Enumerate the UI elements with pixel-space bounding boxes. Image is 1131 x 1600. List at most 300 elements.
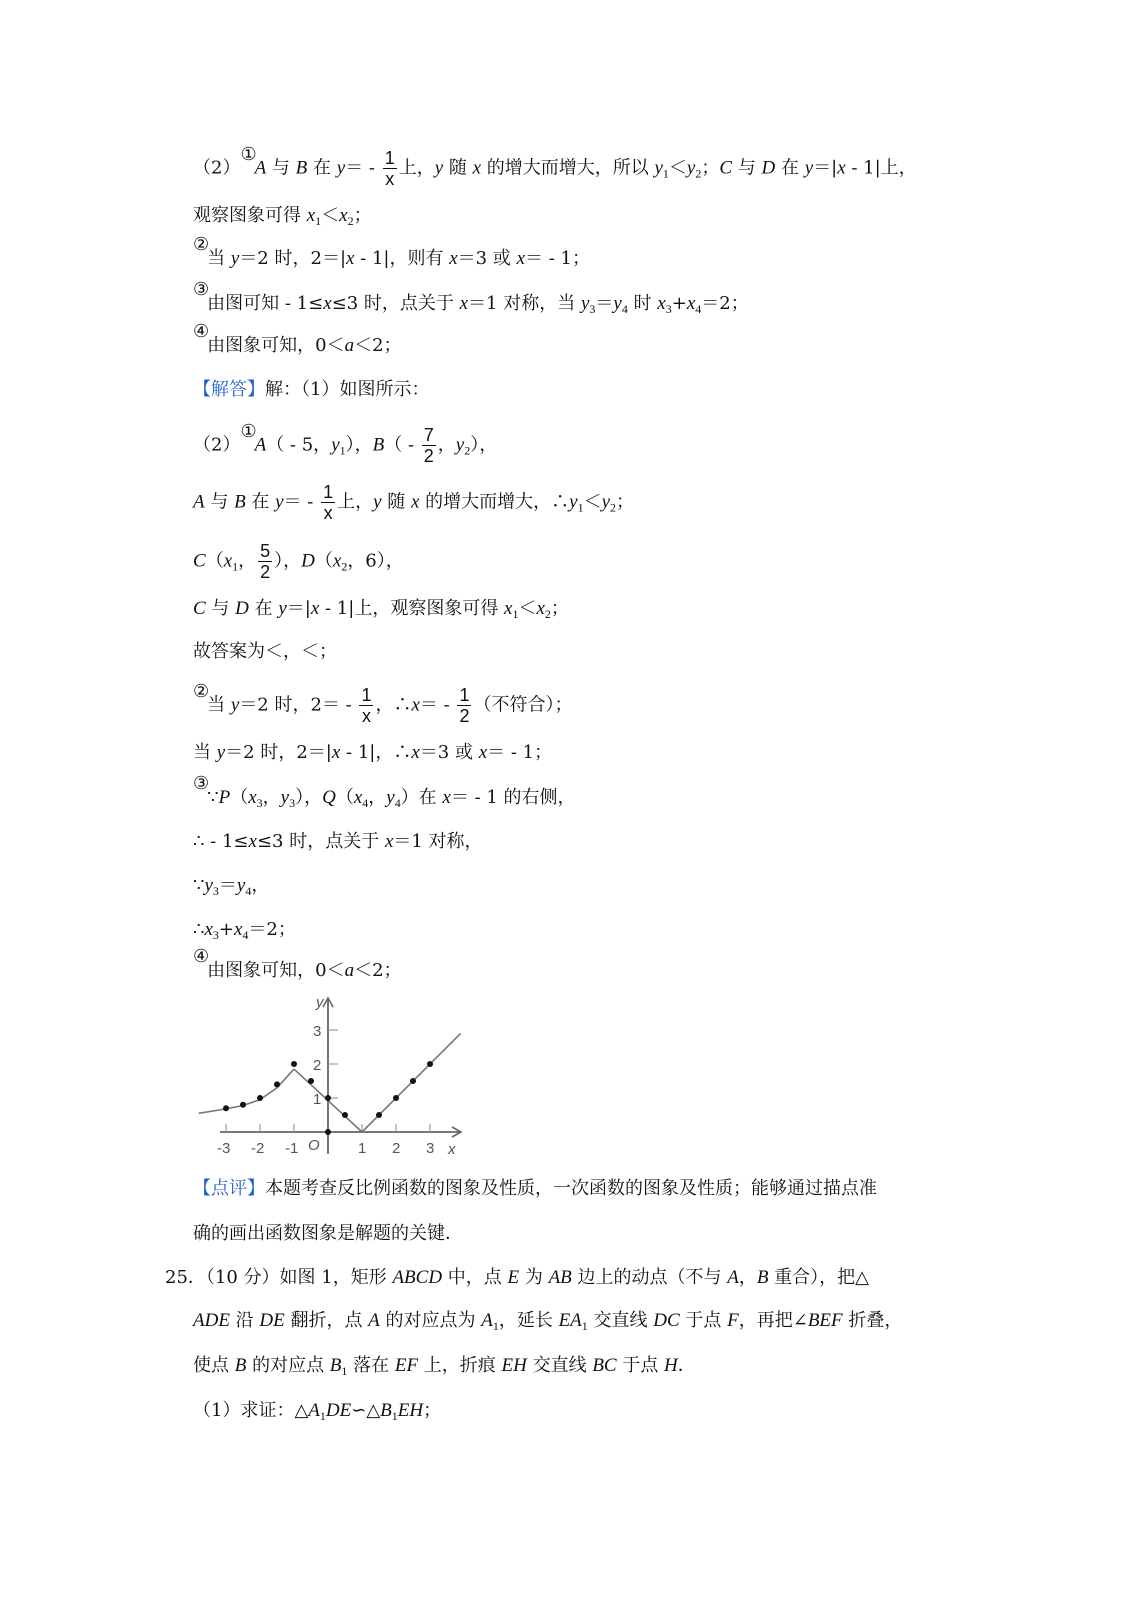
math-var: y: [336, 157, 346, 179]
math-var: x: [411, 491, 420, 513]
text: 观察图象可得: [193, 205, 307, 226]
subscript: 3: [256, 796, 263, 810]
x-axis-label: x: [448, 1141, 456, 1158]
x-tick-label: -3: [217, 1140, 231, 1157]
numerator: 5: [260, 541, 271, 561]
text: 沿: [229, 1310, 260, 1331]
math-var: x: [449, 248, 458, 269]
text-line: [193, 874, 269, 903]
math-var: A: [254, 434, 267, 456]
math-var: y: [280, 787, 290, 808]
subscript: 1: [662, 166, 669, 181]
text: 上，: [337, 491, 374, 513]
text: ≤3 时，点关于: [256, 831, 385, 852]
text: 翻折，点: [284, 1310, 369, 1331]
text: ＝1 对称，: [393, 831, 483, 852]
text: 由图象可知，0＜: [207, 335, 345, 356]
text: ＜2；: [354, 335, 402, 356]
math-var: y: [686, 157, 696, 179]
subscript: 3: [212, 884, 219, 898]
x-tick-label: 3: [426, 1140, 435, 1157]
text: ＝3 或: [457, 248, 517, 269]
math-var: D: [301, 550, 315, 572]
text: ）在: [400, 787, 443, 808]
origin-label: O: [308, 1137, 320, 1154]
math-var: y: [373, 491, 382, 513]
text: ＝2；: [248, 919, 296, 940]
math-var: a: [344, 960, 355, 981]
subscript: 2: [347, 214, 354, 228]
subscript: 1: [319, 1409, 326, 1423]
text-line: [193, 279, 749, 321]
math-var: y: [455, 434, 465, 456]
math-var: DC: [653, 1310, 680, 1331]
text-line: [193, 773, 576, 815]
math-var: x: [411, 694, 420, 716]
text: ，: [368, 787, 387, 808]
math-var: x: [310, 598, 320, 619]
text-line: [193, 321, 402, 358]
text-line: [193, 234, 590, 271]
text: ＜2；: [354, 960, 402, 981]
subscript: 2: [464, 443, 471, 458]
text: ＝|: [813, 157, 838, 179]
subscript: 4: [242, 928, 249, 942]
math-var: y: [331, 434, 340, 456]
subscript: 1: [341, 1364, 348, 1378]
math-var: y: [275, 491, 284, 513]
function-graph: [190, 995, 480, 1165]
y-tick-label: 2: [313, 1057, 322, 1074]
math-var: a: [344, 335, 355, 356]
subscript: 2: [695, 166, 702, 181]
plotted-point: [342, 1112, 348, 1118]
math-var: x: [837, 157, 846, 179]
text: 与: [204, 491, 235, 513]
subscript: 3: [665, 302, 672, 316]
subscript: 1: [232, 559, 239, 574]
text: ，: [738, 1267, 757, 1288]
math-var: B: [372, 434, 385, 456]
numerator: 1: [323, 482, 334, 502]
text-line: [193, 597, 569, 626]
math-var: H: [664, 1355, 678, 1376]
text: ＝ -: [345, 157, 381, 179]
text: 落在: [347, 1355, 395, 1376]
text-line: [165, 1266, 869, 1290]
math-var: x: [686, 293, 696, 314]
text: 解：（1）如图所示：: [265, 379, 430, 400]
text: 重合），把△: [768, 1267, 870, 1288]
y-tick-label: 3: [313, 1023, 322, 1040]
text-line: [193, 541, 404, 582]
text: - 1|，∴: [340, 742, 412, 763]
subscript: 1: [577, 500, 584, 515]
text: ，延长: [498, 1310, 559, 1331]
plotted-point: [291, 1061, 297, 1067]
plotted-point: [257, 1095, 263, 1101]
text: 由图可知 - 1≤: [207, 293, 324, 314]
math-var: x: [248, 787, 257, 808]
text: ＝ - 1 的右侧，: [450, 787, 576, 808]
math-var: x: [331, 742, 341, 763]
denominator: x: [361, 706, 371, 726]
text: ＜: [321, 205, 340, 226]
text: 25．（10 分）如图 1，矩形: [165, 1267, 393, 1288]
text: ，6），: [347, 550, 404, 572]
math-var: B: [380, 1400, 392, 1421]
circled-number: ④: [193, 321, 210, 342]
math-var: D: [761, 157, 776, 179]
math-var: DE: [325, 1400, 352, 1421]
text: ），: [345, 434, 373, 456]
text: ，∴: [375, 694, 412, 716]
math-var: x: [204, 919, 213, 940]
text: 时: [627, 293, 658, 314]
subscript: 2: [610, 500, 617, 515]
math-var: y: [216, 742, 226, 763]
subscript: 1: [315, 214, 322, 228]
text-line: [193, 1222, 463, 1246]
math-var: B: [295, 157, 308, 179]
math-var: Q: [322, 787, 336, 808]
text: （: [335, 787, 354, 808]
math-var: P: [218, 787, 231, 808]
text: ；: [353, 205, 372, 226]
math-var: AB: [548, 1267, 572, 1288]
text: 于点: [679, 1310, 728, 1331]
math-var: x: [411, 742, 420, 763]
math-var: A: [308, 1400, 320, 1421]
section-label: 【点评】: [193, 1178, 265, 1199]
text: ；: [423, 1400, 442, 1421]
text: ＝ -: [419, 694, 456, 716]
text: ＜: [518, 598, 537, 619]
math-var: x: [248, 831, 257, 852]
text-line: [193, 1309, 902, 1338]
subscript: 4: [695, 302, 702, 316]
denominator: 2: [423, 446, 434, 466]
subscript: 4: [394, 796, 401, 810]
text: ＝1 对称，当: [468, 293, 581, 314]
math-var: y: [230, 694, 240, 716]
text: ＝3 或: [419, 742, 479, 763]
math-var: y: [569, 491, 578, 513]
plotted-point: [393, 1095, 399, 1101]
circled-number: ②: [193, 234, 210, 255]
plotted-point: [325, 1129, 331, 1135]
plotted-point: [240, 1102, 246, 1108]
math-var: x: [516, 248, 525, 269]
text: ∵: [193, 875, 205, 896]
plotted-point: [427, 1061, 433, 1067]
text: 中，点: [442, 1267, 508, 1288]
numerator: 7: [423, 425, 434, 445]
text: 故答案为＜，＜；: [193, 641, 337, 662]
x-tick-label: -2: [251, 1140, 265, 1157]
text: ＜: [668, 157, 687, 179]
text: +: [218, 919, 234, 940]
text: ，: [437, 434, 456, 456]
text: 与: [266, 157, 296, 179]
math-var: F: [727, 1310, 739, 1331]
text: 在: [775, 157, 805, 179]
text: （2）: [193, 157, 241, 179]
math-var: x: [536, 598, 545, 619]
math-var: x: [459, 293, 469, 314]
text: ≤3 时，点关于: [331, 293, 460, 314]
text: ∽△: [351, 1400, 381, 1421]
plotted-point: [274, 1081, 280, 1087]
math-var: DE: [259, 1310, 285, 1331]
subscript: 4: [621, 302, 628, 316]
text-line: [193, 918, 296, 947]
denominator: x: [385, 169, 395, 189]
circled-number: ①: [240, 143, 257, 165]
text: 与: [205, 598, 236, 619]
numerator: 1: [459, 685, 470, 705]
text: 与: [732, 157, 762, 179]
math-var: x: [339, 205, 348, 226]
text: ，: [251, 875, 270, 896]
math-var: x: [223, 550, 233, 572]
math-var: B: [756, 1267, 769, 1288]
math-var: x: [384, 831, 394, 852]
math-var: BC: [592, 1355, 617, 1376]
text-line: [193, 946, 402, 983]
math-var: E: [507, 1267, 520, 1288]
text: 的对应点: [246, 1355, 330, 1376]
text-line: [193, 640, 337, 664]
text: （ - 5，: [266, 434, 332, 456]
subscript: 1: [581, 1319, 588, 1333]
math-var: ABCD: [392, 1267, 443, 1288]
numerator: 1: [361, 685, 372, 705]
math-var: B: [234, 491, 246, 513]
text: ，: [238, 550, 257, 572]
text: 交直线: [526, 1355, 593, 1376]
x-tick-label: 2: [392, 1140, 401, 1157]
subscript: 3: [589, 302, 596, 316]
plotted-point: [308, 1078, 314, 1084]
text: +: [671, 293, 687, 314]
text: ＜: [583, 491, 602, 513]
inverse-function-curve: [199, 1069, 294, 1113]
math-var: ADE: [193, 1310, 230, 1331]
text: ；: [616, 491, 635, 513]
math-var: EA: [558, 1310, 582, 1331]
math-var: C: [193, 550, 206, 572]
subscript: 1: [512, 607, 519, 621]
text: ，再把∠: [738, 1310, 808, 1331]
math-var: C: [719, 157, 733, 179]
text: （1）求证：△: [193, 1400, 309, 1421]
denominator: x: [323, 503, 333, 523]
math-var: x: [306, 205, 316, 226]
subscript: 3: [212, 928, 219, 942]
text: - 1|，则有: [354, 248, 450, 269]
fraction: [258, 541, 272, 582]
math-var: x: [478, 742, 488, 763]
text-line: [193, 378, 429, 402]
math-var: B: [329, 1355, 342, 1376]
text: （不符合）；: [473, 694, 573, 716]
text: ＝2；: [701, 293, 749, 314]
subscript: 4: [245, 884, 252, 898]
text: 随: [443, 157, 473, 179]
math-var: x: [353, 787, 363, 808]
math-var: B: [234, 1355, 247, 1376]
text: ），: [295, 787, 323, 808]
math-var: x: [332, 550, 342, 572]
subscript: 2: [544, 607, 551, 621]
subscript: 4: [362, 796, 369, 810]
text: ＝2 时，2＝|: [225, 742, 332, 763]
text: （ -: [384, 434, 420, 456]
math-var: y: [613, 293, 622, 314]
text: 当: [193, 742, 217, 763]
math-var: y: [236, 875, 246, 896]
math-var: x: [442, 787, 451, 808]
math-var: y: [230, 248, 240, 269]
fraction: [321, 482, 335, 523]
math-var: EF: [394, 1355, 419, 1376]
text: ．: [677, 1355, 696, 1376]
subscript: 3: [289, 796, 296, 810]
fraction: [383, 148, 397, 189]
math-var: C: [193, 598, 206, 619]
section-label: 【解答】: [193, 379, 265, 400]
text: - 1|上，: [845, 157, 917, 179]
text: 当: [207, 694, 231, 716]
math-var: y: [278, 598, 287, 619]
text-line: [193, 482, 634, 523]
math-var: EH: [397, 1400, 424, 1421]
math-var: A: [481, 1310, 493, 1331]
text: 交直线: [587, 1310, 654, 1331]
text: ＝2 时，2＝ -: [239, 694, 358, 716]
text-line: [193, 1399, 441, 1428]
circled-number: ④: [193, 946, 210, 967]
text: ），: [470, 434, 498, 456]
plotted-point: [223, 1105, 229, 1111]
plotted-point: [410, 1078, 416, 1084]
text-line: [193, 1354, 696, 1383]
subscript: 2: [341, 559, 348, 574]
math-var: y: [601, 491, 611, 513]
text: ∴: [193, 919, 205, 940]
text: （: [230, 787, 249, 808]
text: 随: [381, 491, 411, 513]
math-var: A: [368, 1310, 380, 1331]
fraction: [359, 685, 373, 726]
text: ＝2 时，2＝|: [239, 248, 347, 269]
math-var: A: [254, 157, 267, 179]
text-line: [193, 204, 372, 233]
text: ∵: [207, 787, 219, 808]
text: 上，折痕: [418, 1355, 502, 1376]
text: - 1|上，观察图象可得: [319, 598, 505, 619]
math-var: y: [386, 787, 395, 808]
math-var: y: [654, 157, 663, 179]
math-var: x: [346, 248, 355, 269]
subscript: 1: [492, 1319, 499, 1333]
text-line: [193, 680, 573, 726]
x-tick-label: -1: [285, 1140, 299, 1157]
text-line: [193, 830, 483, 854]
text: （: [205, 550, 224, 572]
text: （2）: [193, 434, 241, 456]
circled-number: ①: [240, 420, 257, 442]
plotted-point: [376, 1112, 382, 1118]
text-line: [193, 420, 498, 466]
text: 使点: [193, 1355, 235, 1376]
text: ；: [701, 157, 720, 179]
text: ＝|: [286, 598, 311, 619]
subscript: 1: [339, 443, 346, 458]
text: ＝ - 1；: [487, 742, 553, 763]
math-var: BEF: [807, 1310, 843, 1331]
math-var: x: [323, 293, 332, 314]
math-var: y: [204, 875, 213, 896]
math-var: x: [504, 598, 513, 619]
text: ∴ - 1≤: [193, 831, 249, 852]
fraction: [457, 685, 471, 726]
text: 的增大而增大，所以: [481, 157, 655, 179]
text: ＝ -: [283, 491, 320, 513]
text: 由图象可知，0＜: [207, 960, 345, 981]
text: 在: [248, 598, 279, 619]
y-axis-label: y: [316, 995, 324, 1011]
math-var: x: [657, 293, 666, 314]
math-var: y: [580, 293, 590, 314]
math-var: EH: [501, 1355, 527, 1376]
text: 上，: [398, 157, 435, 179]
text: 于点: [616, 1355, 665, 1376]
text: 当: [207, 248, 231, 269]
text: 在: [245, 491, 276, 513]
text: 本题考查反比例函数的图象及性质，一次函数的图象及性质；能够通过描点准: [265, 1178, 877, 1199]
subscript: 1: [391, 1409, 398, 1423]
denominator: 2: [459, 706, 470, 726]
text: 的增大而增大，∴: [419, 491, 570, 513]
text: 确的画出函数图象是解题的关键．: [193, 1223, 463, 1244]
text: 边上的动点（不与: [571, 1267, 728, 1288]
text-line: [193, 1177, 877, 1201]
numerator: 1: [384, 148, 395, 168]
text: （: [314, 550, 333, 572]
circled-number: ③: [193, 773, 210, 794]
text: 的对应点为: [379, 1310, 482, 1331]
text-line: [193, 143, 917, 189]
text: ＝: [218, 875, 237, 896]
math-var: y: [434, 157, 444, 179]
text: 折叠，: [842, 1310, 903, 1331]
math-var: A: [193, 491, 205, 513]
circled-number: ②: [193, 680, 210, 702]
text: ，: [262, 787, 281, 808]
math-var: x: [233, 919, 243, 940]
circled-number: ③: [193, 279, 210, 300]
text-line: [193, 741, 552, 765]
fraction: [422, 425, 436, 466]
text: 为: [519, 1267, 549, 1288]
math-var: D: [235, 598, 249, 619]
text: 在: [307, 157, 337, 179]
denominator: 2: [260, 562, 271, 582]
text: ＝ - 1；: [525, 248, 590, 269]
math-var: x: [472, 157, 482, 179]
